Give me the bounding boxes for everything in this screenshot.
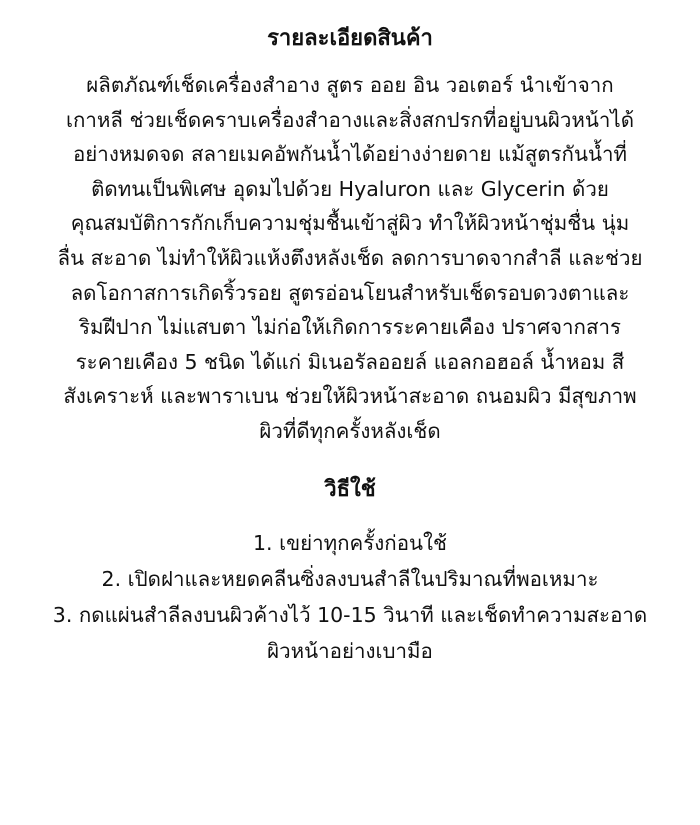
description-line: ผิวที่ดีทุกครั้งหลังเช็ด (259, 418, 441, 443)
description-line: ริมฝีปาก ไม่แสบตา ไม่ก่อให้เกิดการระคายเคือง ปราศจากสาร (79, 315, 621, 340)
description-line: ลดโอกาสการเกิดริ้วรอย สูตรอ่อนโยนสำหรับเช็ดรอบดวงตาและ (70, 280, 630, 305)
description-line: เกาหลี ช่วยเช็ดคราบเครื่องสำอางและสิ่งสกปรกที่อยู่บนผิวหน้าได้ (65, 107, 635, 132)
usage-step-3: 3. กดแผ่นสำลีลงบนผิวค้างไว้ 10-15 วินาที และเช็ดทำความสะอาด (52, 602, 648, 627)
usage-step-2: 2. เปิดฝาและหยดคลีนซิ่งลงบนสำลีในปริมาณที่พอเหมาะ (101, 566, 599, 591)
description-line: อย่างหมดจด สลายเมคอัพกันน้ำได้อย่างง่ายดาย แม้สูตรกันน้ำที่ (72, 142, 627, 167)
usage-steps-list (22, 525, 678, 669)
description-line: คุณสมบัติการกักเก็บความชุ่มชื้นเข้าสู่ผิว ทำให้ผิวหน้าชุ่มชื่น นุ่ม (70, 211, 630, 236)
product-details-heading: รายละเอียดสินค้า (267, 26, 433, 51)
description-line: ผลิตภัณฑ์เช็ดเครื่องสำอาง สูตร ออย อิน วอเตอร์ นำเข้าจาก (86, 73, 614, 97)
description-line: ติดทนเป็นพิเศษ อุดมไปด้วย Hyaluron และ Glycerin ด้วย (91, 176, 609, 201)
usage-step-3-continuation: ผิวหน้าอย่างเบามือ (267, 638, 433, 663)
description-line: ลื่น สะอาด ไม่ทำให้ผิวแห้งตึงหลังเช็ด ลดการบาดจากสำลี และช่วย (57, 245, 643, 270)
usage-step-1: 1. เขย่าทุกครั้งก่อนใช้ (253, 530, 447, 555)
product-description (22, 68, 678, 449)
usage-heading: วิธีใช้ (324, 476, 376, 502)
description-line: สังเคราะห์ และพาราเบน ช่วยให้ผิวหน้าสะอาด ถนอมผิว มีสุขภาพ (63, 384, 637, 409)
description-line: ระคายเคือง 5 ชนิด ได้แก่ มิเนอรัลออยล์ แอลกอฮอล์ น้ำหอม สี (75, 349, 625, 374)
